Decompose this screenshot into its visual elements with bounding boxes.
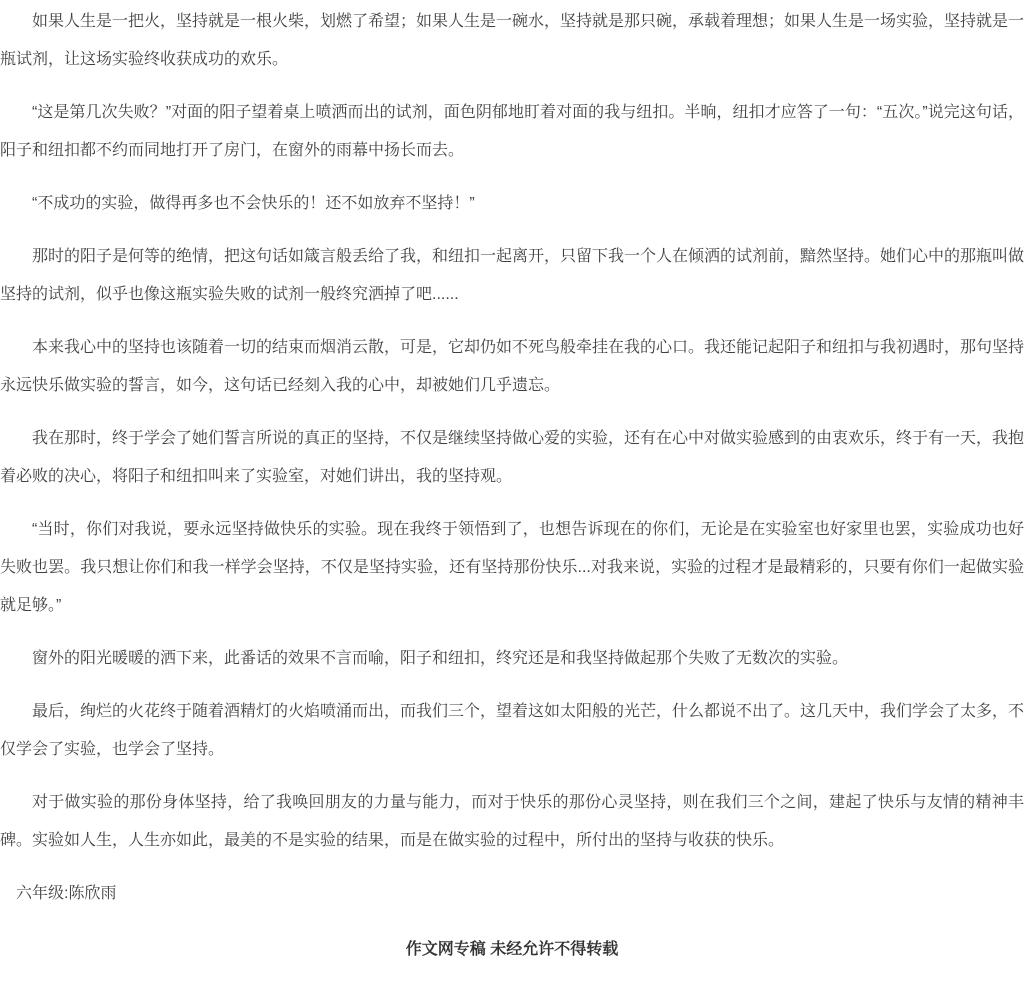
essay-paragraph: 那时的阳子是何等的绝情，把这句话如箴言般丢给了我，和纽扣一起离开，只留下我一个人在倾洒的试剂前，黯然坚持。她们心中的那瓶叫做坚持的试剂，似乎也像这瓶实验失败的试剂一般终究洒掉了吧......	[0, 248, 1024, 303]
essay-paragraph: 窗外的阳光暖暖的洒下来，此番话的效果不言而喻，阳子和纽扣，终究还是和我坚持做起那个失败了无数次的实验。	[32, 650, 849, 667]
essay-paragraph: 最后，绚烂的火花终于随着酒精灯的火焰喷涌而出，而我们三个，望着这如太阳般的光芒，什么都说不出了。这几天中，我们学会了太多，不仅学会了实验，也学会了坚持。	[0, 703, 1024, 758]
essay-paragraph: 对于做实验的那份身体坚持，给了我唤回朋友的力量与能力，而对于快乐的那份心灵坚持，则在我们三个之间，建起了快乐与友情的精神丰碑。实验如人生，人生亦如此，最美的不是实验的结果，而是在做实验的过程中，所付出的坚持与收获的快乐。	[0, 794, 1024, 849]
copyright-notice: 作文网专稿 未经允许不得转载	[405, 941, 619, 958]
essay-paragraph: 我在那时，终于学会了她们誓言所说的真正的坚持，不仅是继续坚持做心爱的实验，还有在心中对做实验感到的由衷欢乐，终于有一天，我抱着必败的决心，将阳子和纽扣叫来了实验室，对她们讲出，我的坚持观。	[0, 430, 1024, 485]
essay-paragraph: 如果人生是一把火，坚持就是一根火柴，划燃了希望；如果人生是一碗水，坚持就是那只碗，承载着理想；如果人生是一场实验，坚持就是一瓶试剂，让这场实验终收获成功的欢乐。	[0, 13, 1024, 68]
essay-paragraph: 本来我心中的坚持也该随着一切的结束而烟消云散，可是，它却仍如不死鸟般牵挂在我的心口。我还能记起阳子和纽扣与我初遇时，那句坚持永远快乐做实验的誓言，如今，这句话已经刻入我的心中，却被她们几乎遗忘。	[0, 339, 1024, 394]
essay-paragraph: “这是第几次失败？”对面的阳子望着桌上喷洒而出的试剂，面色阴郁地盯着对面的我与纽扣。半晌，纽扣才应答了一句：“五次。”说完这句话，阳子和纽扣都不约而同地打开了房门，在窗外的雨幕中扬长而去。	[0, 104, 1024, 159]
essay-paragraph: “当时，你们对我说，要永远坚持做快乐的实验。现在我终于领悟到了，也想告诉现在的你们，无论是在实验室也好家里也罢，实验成功也好失败也罢。我只想让你们和我一样学会坚持，不仅是坚持实验，还有坚持那份快乐...对我来说，实验的过程才是最精彩的，只要有你们一起做实验就足够。”	[0, 521, 1024, 614]
author-line: 六年级:陈欣雨	[16, 885, 117, 902]
essay-paragraph: “不成功的实验，做得再多也不会快乐的！还不如放弃不坚持！”	[32, 195, 475, 212]
